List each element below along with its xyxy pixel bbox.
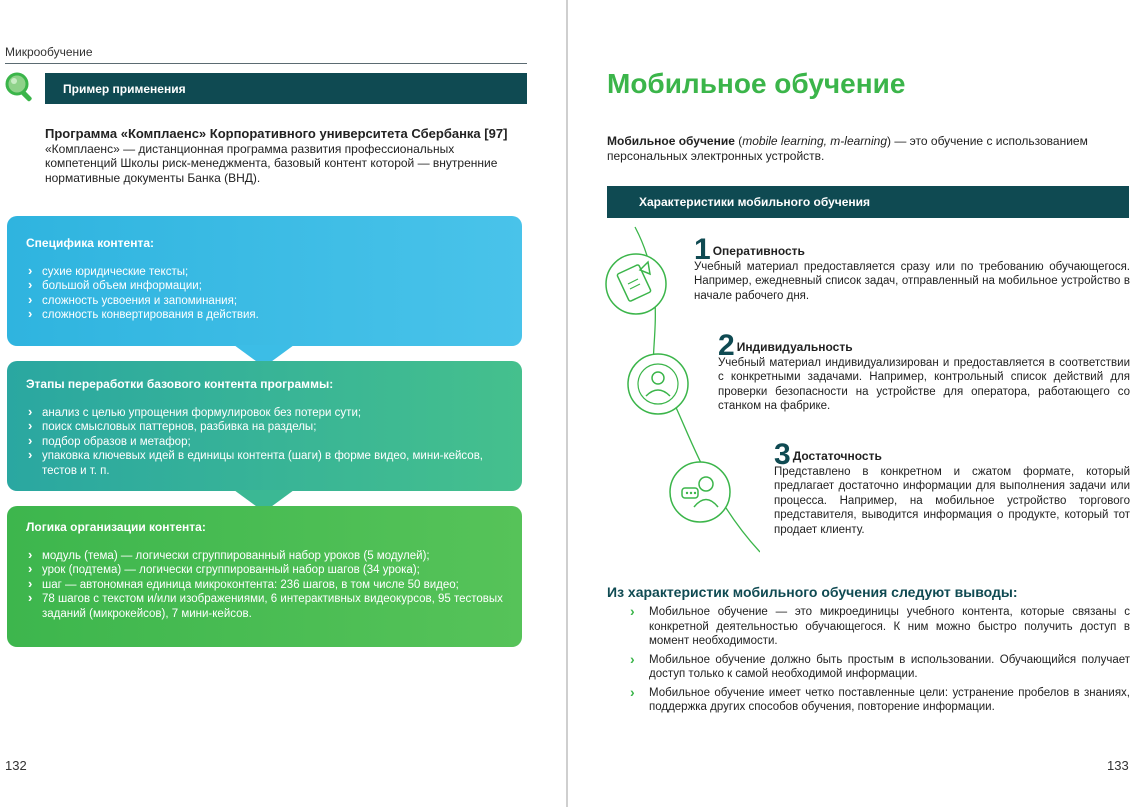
definition-text: — это обучение с использованием персональных электронных устройств.	[607, 134, 1088, 163]
box-title: Специфика контента:	[26, 236, 155, 250]
list-item: › Мобильное обучение — это микроединицы учебного контента, которые связаны с конкретной деятельностью обучающегося. К ним можно быстро получить доступ в момент необходимости.	[630, 605, 1130, 649]
list-item: › урок (подтема) — логически сгруппированный набор шагов (34 урока);	[26, 563, 504, 578]
list-item: › Мобильное обучение имеет четко поставленные цели: устранение пробелов в знаниях, поддержка других способов обучения, повторение информации.	[630, 686, 1130, 715]
list-item: › упаковка ключевых идей в единицы контента (шаги) в форме видео, мини-кейсов, тестов и т. п.	[26, 449, 504, 478]
item-text: Учебный материал предоставляется сразу или по требованию обучающегося. Например, ежедневный список задач, отправленный на мобильное устройство в начале рабочего дня.	[694, 260, 1130, 302]
list-item: › 78 шагов с текстом и/или изображениями, 6 интерактивных видеокурсов, 95 тестовых заданий (микрокейсов), 7 мини-кейсов.	[26, 592, 504, 621]
list-item: › Мобильное обучение должно быть простым в использовании. Обучающийся получает доступ только к самой необходимой информации.	[630, 653, 1130, 682]
conclusions-list	[630, 605, 1130, 719]
list-item: › поиск смысловых паттернов, разбивка на разделы;	[26, 420, 504, 435]
conclusions-title: Из характеристик мобильного обучения следуют выводы:	[607, 584, 1018, 600]
characteristics-banner: Характеристики мобильного обучения	[607, 186, 1129, 218]
characteristic-item	[774, 438, 1130, 537]
box-title: Этапы переработки базового контента программы:	[26, 377, 334, 391]
chat-worker-icon	[670, 462, 730, 522]
case-title: Программа «Комплаенс» Корпоративного университета Сбербанка [97]	[45, 126, 508, 141]
definition-term: Мобильное обучение	[607, 134, 735, 148]
header-rule	[5, 63, 527, 64]
item-title: Индивидуальность	[736, 340, 853, 354]
case-intro	[45, 127, 515, 185]
item-text: Представлено в конкретном и сжатом формате, который предлагает достаточно информации для выполнения задачи или процесса. Например, на мобильное устройство торгового представителя, выводится информация о продукте, который тот продает клиенту.	[774, 465, 1130, 536]
page-number: 133	[1107, 758, 1129, 773]
definition-aside: mobile learning, m-learning	[742, 134, 887, 148]
item-number: 2	[718, 329, 735, 362]
item-title: Достаточность	[792, 449, 882, 463]
item-number: 1	[694, 233, 711, 266]
item-number: 3	[774, 438, 791, 471]
content-specifics-box	[7, 216, 522, 346]
list-item: › подбор образов и метафор;	[26, 435, 504, 450]
left-page	[0, 0, 566, 807]
list-item: › шаг — автономная единица микроконтента: 236 шагов, в том числе 50 видео;	[26, 578, 504, 593]
running-header: Микрообучение	[5, 45, 93, 59]
case-text: «Комплаенс» — дистанционная программа развития профессиональных компетенций Школы риск-менеджмента, базовый контент которой — внутренние нормативные документы Банка (ВНД).	[45, 141, 498, 185]
list-item: › анализ с целью упрощения формулировок без потери сути;	[26, 406, 504, 421]
list-item: › сложность усвоения и запоминания;	[26, 294, 504, 309]
list-item: › большой объем информации;	[26, 279, 504, 294]
definition: Мобильное обучение (mobile learning, m-learning) — это обучение с использованием персональных электронных устройств.	[607, 134, 1088, 163]
magnifier-icon	[3, 70, 37, 104]
characteristic-item	[718, 329, 1130, 414]
processing-stages-box	[7, 361, 522, 491]
item-text: Учебный материал индивидуализирован и предоставляется в соответствии с конкретными задачами. Например, контрольный список действий для проверки безопасности на устройстве для оператора, работающего со станком на фабрике.	[718, 356, 1130, 412]
box-title: Логика организации контента:	[26, 520, 206, 534]
person-icon	[628, 354, 688, 414]
list-item: › модуль (тема) — логически сгруппированный набор уроков (5 модулей);	[26, 549, 504, 564]
list-item: › сухие юридические тексты;	[26, 265, 504, 280]
example-banner: Пример применения	[45, 73, 527, 104]
book-spine	[566, 0, 568, 807]
characteristic-item	[694, 233, 1130, 303]
page-number: 132	[5, 758, 27, 773]
page-title: Мобильное обучение	[607, 68, 906, 99]
content-logic-box	[7, 506, 522, 647]
rocket-document-icon	[606, 254, 666, 314]
list-item: › сложность конвертирования в действия.	[26, 308, 504, 323]
item-title: Оперативность	[712, 244, 805, 258]
